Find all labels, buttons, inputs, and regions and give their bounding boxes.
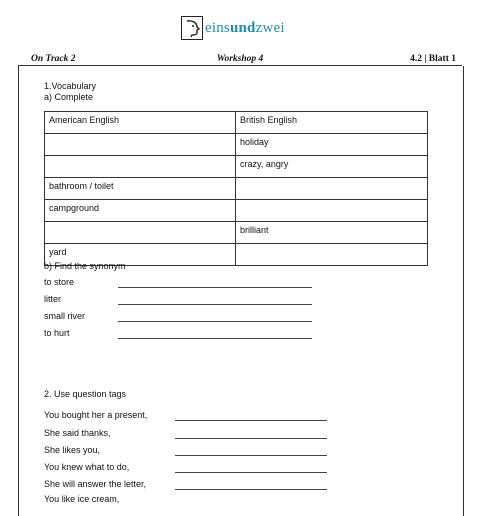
answer-line[interactable] [118,338,312,339]
synonym-prompt: to store [44,277,75,287]
table-cell-british: holiday [236,134,428,156]
question-tag-prompt: She said thanks, [44,428,111,438]
table-cell-american[interactable] [45,222,236,244]
table-row [45,222,428,244]
table-header-row [45,112,428,134]
table-cell-american: campground [45,200,236,222]
table-cell-american[interactable] [45,156,236,178]
answer-line[interactable] [118,287,312,288]
section-title-vocabulary: 1.Vocabulary [44,81,97,91]
header-workshop: Workshop 4 [216,54,264,64]
table-row [45,200,428,222]
answer-line[interactable] [175,472,327,473]
table-row [45,134,428,156]
answer-line[interactable] [118,304,312,305]
answer-line[interactable] [118,321,312,322]
logo [181,14,285,42]
answer-line[interactable] [175,420,327,421]
table-cell-british[interactable] [236,200,428,222]
vocabulary-table [44,111,428,266]
section-title-question-tags: 2. Use question tags [44,389,127,399]
column-header-british: British English [236,112,428,134]
table-cell-british: brilliant [236,222,428,244]
synonym-prompt: to hurt [44,328,70,338]
table-cell-american[interactable] [45,134,236,156]
header-book: On Track 2 [31,54,76,64]
section-subtitle-complete: a) Complete [44,92,94,102]
table-cell-british: crazy, angry [236,156,428,178]
question-tag-prompt: She likes you, [44,445,101,455]
table-cell-british[interactable] [236,178,428,200]
answer-line[interactable] [175,455,327,456]
face-profile-icon [181,16,203,40]
table-row [45,156,428,178]
page-header [18,51,462,66]
question-tag-prompt: You bought her a present, [44,410,148,420]
synonym-prompt: small river [44,311,86,321]
column-header-american: American English [45,112,236,134]
table-cell-british[interactable] [236,244,428,266]
question-tag-prompt: She will answer the letter, [44,479,147,489]
header-sheet: 4.2 | Blatt 1 [410,54,456,64]
question-tag-prompt: You like ice cream, [44,494,120,504]
logo-text: einsundzwei [205,19,285,36]
table-row [45,178,428,200]
answer-line[interactable] [175,489,327,490]
question-tag-prompt: You knew what to do, [44,462,130,472]
synonym-prompt: litter [44,294,62,304]
table-cell-american: yard [45,244,236,266]
table-cell-american: bathroom / toilet [45,178,236,200]
section-title-synonym: b) Find the synonym [44,261,126,271]
answer-line[interactable] [175,438,327,439]
